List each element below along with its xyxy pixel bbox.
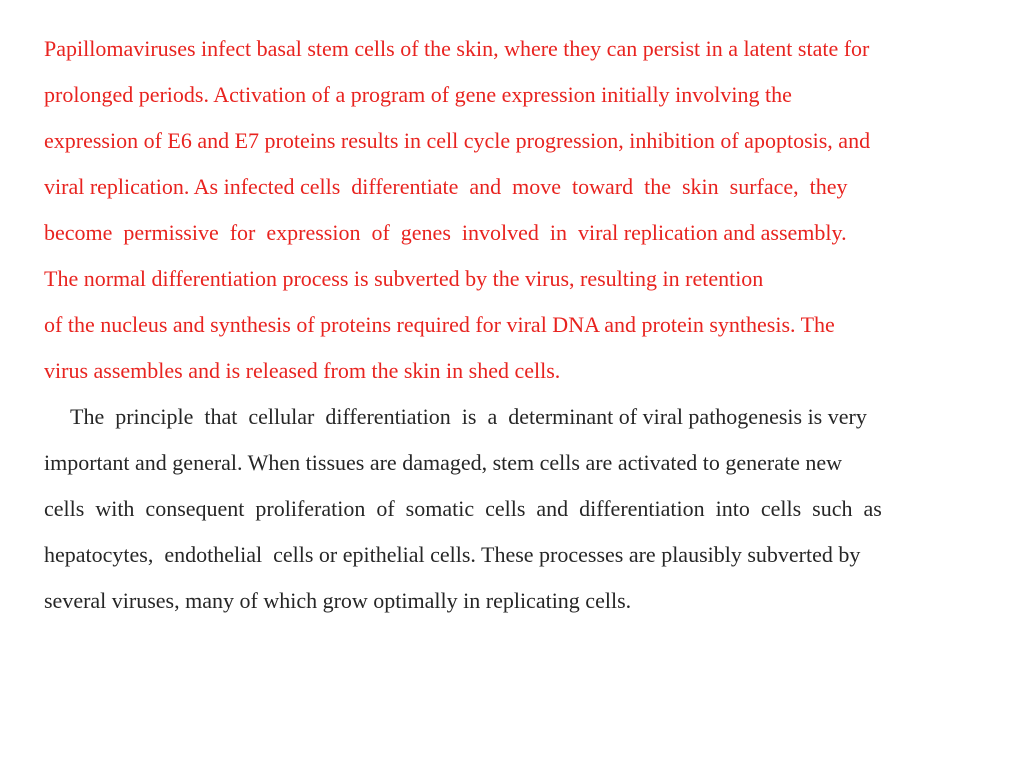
text-line: expression of E6 and E7 proteins results in cell cycle progression, inhibition of apoptosis, and <box>44 128 871 153</box>
text-line: hepatocytes, endothelial cells or epithelial cells. These processes are plausibly subverted by <box>44 542 861 567</box>
text-line: of the nucleus and synthesis of proteins required for viral DNA and protein synthesis. The <box>44 312 835 337</box>
text-line: viral replication. As infected cells differentiate and move toward the skin surface, they <box>44 174 848 199</box>
text-line: cells with consequent proliferation of somatic cells and differentiation into cells such as <box>44 496 882 521</box>
text-line: become permissive for expression of genes involved in viral replication and assembly. <box>44 220 847 245</box>
text-line: prolonged periods. Activation of a program of gene expression initially involving the <box>44 82 792 107</box>
text-line: The normal differentiation process is subverted by the virus, resulting in retention <box>44 266 764 291</box>
text-line: several viruses, many of which grow optimally in replicating cells. <box>44 588 632 613</box>
text-line: virus assembles and is released from the skin in shed cells. <box>44 358 561 383</box>
text-line: Papillomaviruses infect basal stem cells of the skin, where they can persist in a latent state for <box>44 36 870 61</box>
text-line: The principle that cellular differentiation is a determinant of viral pathogenesis is very <box>70 404 867 429</box>
text-line: important and general. When tissues are damaged, stem cells are activated to generate new <box>44 450 842 475</box>
